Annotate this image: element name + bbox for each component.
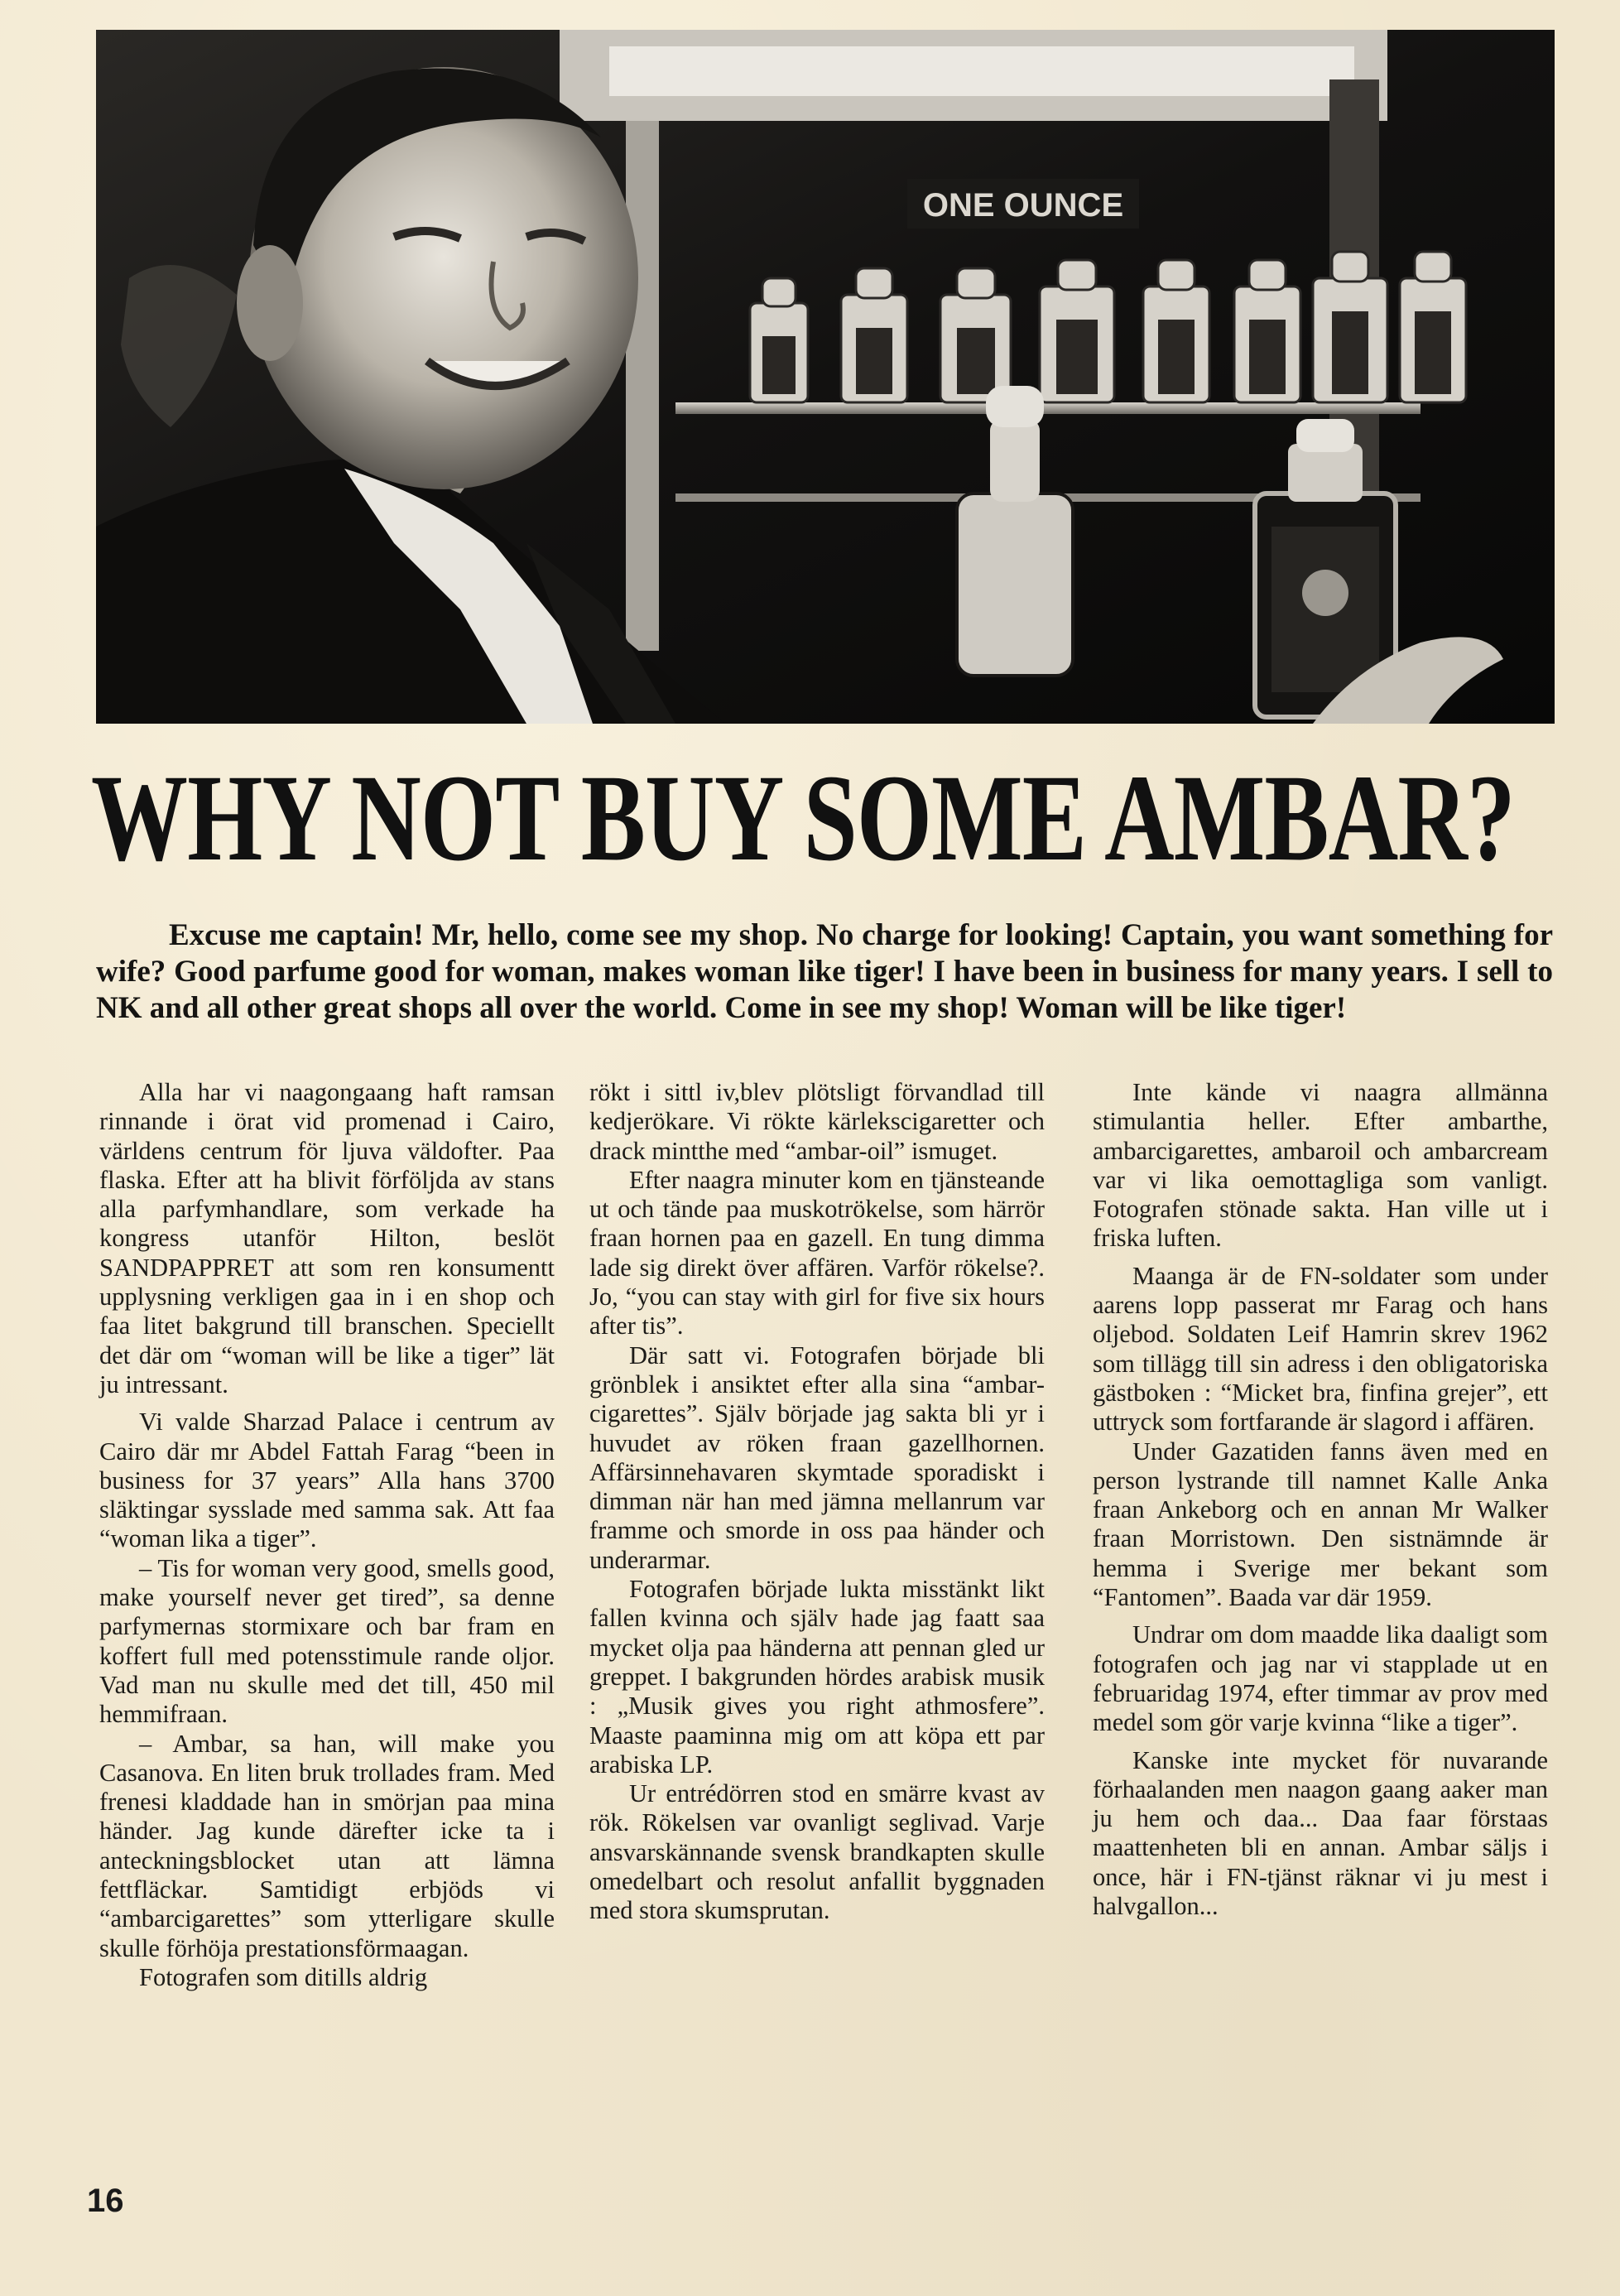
paragraph: Vi valde Sharzad Palace i centrum av Cairo där mr Abdel Fattah Farag “been in business for 37 years” Alla hans 3700 släktingar sysslade med samma sak. Att faa “woman lika a tiger”. bbox=[99, 1408, 555, 1553]
article-photo bbox=[96, 30, 1555, 724]
paragraph: Maanga är de FN-soldater som under aarens lopp passerat mr Farag och hans oljebod. Soldaten Leif Hamrin skrev 1962 som tillägg till sin adress i den obligatoriska gästboken : “Micket bra, finfina grejer”, ett uttryck som fortfarande är slagord i affären. bbox=[1093, 1261, 1548, 1437]
paragraph: Inte kände vi naagra allmänna stimulantia heller. Efter ambarthe, ambarcigarettes, ambaroil och ambarcream var vi lika oemottagliga som vanligt. Fotografen stönade sakta. Han ville ut i friska luften. bbox=[1093, 1078, 1548, 1253]
paragraph: – Tis for woman very good, smells good, make yourself never get tired”, sa denne parfymernas stormixare och bar fram en koffert full med potensstimule rande oljor. Vad man nu skulle med det till, 450 mil hemmifraan. bbox=[99, 1553, 555, 1729]
article-column-2 bbox=[589, 1078, 1045, 1926]
paragraph: – Ambar, sa han, will make you Casanova. En liten bruk trollades fram. Med frenesi kladdade han in smörjan paa mina händer. Jag kunde därefter icke ta i anteckningsblocket utan att lämna fettfläckar. Samtidigt erbjöds vi “ambarcigarettes” som ytterligare skulle skulle förhöja prestationsförmaagan. bbox=[99, 1729, 555, 1962]
paragraph: Alla har vi naagongaang haft ramsan rinnande i örat vid promenad i Cairo, världens centrum för ljuva väldofter. Paa flaska. Efter att ha blivit förföljda av stans alla parfymhandlare, som verkade ha kongress utanför Hilton, beslöt SANDPAPPRET att som ren konsumentt upplysning verkligen gaa in i en shop och faa litet bakgrund till branschen. Speciellt det där om “woman will be like a tiger” lät ju intressant. bbox=[99, 1078, 555, 1398]
article-column-3 bbox=[1093, 1078, 1548, 1921]
article-lead: Excuse me captain! Mr, hello, come see my shop. No charge for looking! Captain, you want something for wife? Good parfume good for woman, makes woman like tiger! I have been in business for many years. I sell to NK and all other great shops all over the world. Come in see my shop! Woman will be like tiger! bbox=[96, 918, 1553, 1025]
paragraph: Efter naagra minuter kom en tjänsteande ut och tände paa muskotrökelse, som härrör fraan hornen paa en gazell. En tung dimma lade sig direkt över affären. Varför rökelse?. Jo, “you can stay with girl for five six hours after tis”. bbox=[589, 1165, 1045, 1341]
article-headline: WHY NOT BUY SOME AMBAR? bbox=[91, 749, 1515, 887]
page-number: 16 bbox=[87, 2183, 124, 2219]
photo-perfume-shop bbox=[96, 30, 1555, 724]
paragraph: Under Gazatiden fanns även med en person lystrande till namnet Kalle Anka fraan Ankeborg och en annan Mr Walker fraan Morristown. Den sistnämnde är hemma i Sverige mer bekant som “Fantomen”. Baada var där 1959. bbox=[1093, 1437, 1548, 1612]
paragraph: Där satt vi. Fotografen började bli grönblek i ansiktet efter alla sina “ambar-cigarettes”. Själv började jag sakta bli yr i huvudet av röken fraan gazellhornen. Affärsinnehavaren skymtade sporadiskt i dimman när han med jämna mellanrum var framme och smorde in oss paa händer och underarmar. bbox=[589, 1341, 1045, 1574]
svg-text:ONE OUNCE: ONE OUNCE bbox=[922, 187, 1124, 224]
paragraph: rökt i sittl iv,blev plötsligt förvandlad till kedjerökare. Vi rökte kärlekscigaretter och drack mintthe med “ambar-oil” ismuget. bbox=[589, 1078, 1045, 1165]
paragraph: Undrar om dom maadde lika daaligt som fotografen och jag nar vi stapplade ut en februaridag 1974, efter timmar av prov med medel som gör varje kvinna “like a tiger”. bbox=[1093, 1620, 1548, 1737]
article-column-1 bbox=[99, 1078, 555, 1992]
paragraph: Fotografen som ditills aldrig bbox=[139, 1962, 428, 1991]
paragraph: Ur entrédörren stod en smärre kvast av rök. Rökelsen var ovanligt seglivad. Varje ansvarskännande svensk brandkapten skulle omedelbart och resolut anfallit byggnaden med stora skumsprutan. bbox=[589, 1779, 1045, 1925]
one-ounce-sign bbox=[907, 179, 1139, 229]
paragraph: Kanske inte mycket för nuvarande förhaalanden men naagon gaang aaker man ju hem och daa... Daa faar förstaas maattenheten bli en annan. Ambar säljs i once, här i FN-tjänst räknar vi ju mest i halvgallon... bbox=[1093, 1745, 1548, 1921]
paragraph: Fotografen började lukta misstänkt likt fallen kvinna och själv hade jag faatt saa mycket olja paa händerna att pennan gled ur greppet. I bakgrunden hördes arabisk musik : „Musik gives you right athmosfere”. Maaste paaminna mig om att köpa ett par arabiska LP. bbox=[589, 1575, 1045, 1779]
